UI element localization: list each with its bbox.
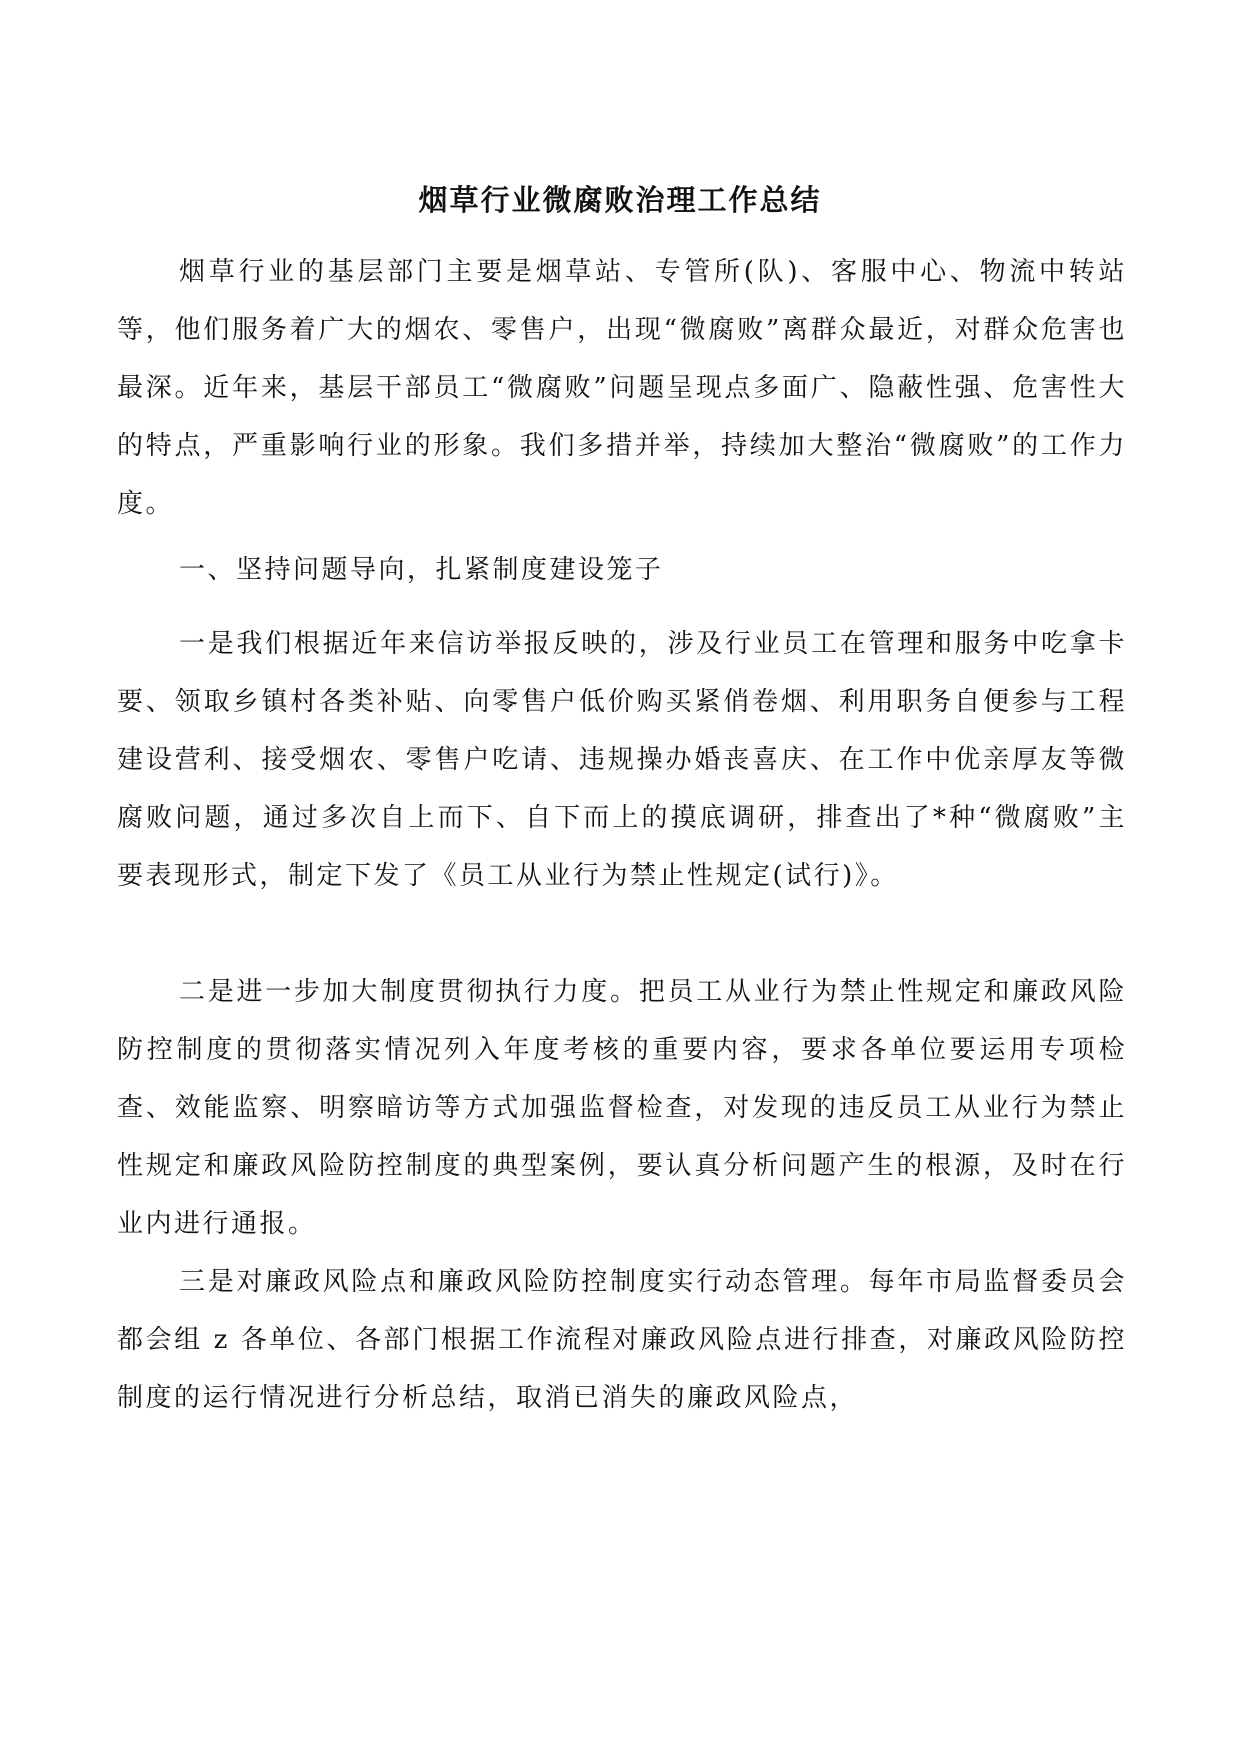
paragraph-point-2: 二是进一步加大制度贯彻执行力度。把员工从业行为禁止性规定和廉政风险防控制度的贯彻落实情况列入年度考核的重要内容，要求各单位要运用专项检查、效能监察、明察暗访等方式加强监督检查，对发现的违反员工从业行为禁止性规定和廉政风险防控制度的典型案例，要认真分析问题产生的根源，及时在行业内进行通报。 [117,977,1127,1239]
paragraph-intro: 烟草行业的基层部门主要是烟草站、专管所(队)、客服中心、物流中转站等，他们服务着广大的烟农、零售户，出现“微腐败”离群众最近，对群众危害也最深。近年来，基层干部员工“微腐败”问题呈现点多面广、隐蔽性强、危害性大的特点，严重影响行业的形象。我们多措并举，持续加大整治“微腐败”的工作力度。 [117,257,1127,519]
paragraph-point-3: 三是对廉政风险点和廉政风险防控制度实行动态管理。每年市局监督委员会都会组 z 各单位、各部门根据工作流程对廉政风险点进行排查，对廉政风险防控制度的运行情况进行分析总结，取消已消失的廉政风险点， [117,1267,1127,1413]
document-title: 烟草行业微腐败治理工作总结 [418,183,822,217]
section-heading-1: 一、坚持问题导向，扎紧制度建设笼子 [179,555,664,585]
paragraph-point-1: 一是我们根据近年来信访举报反映的，涉及行业员工在管理和服务中吃拿卡要、领取乡镇村各类补贴、向零售户低价购买紧俏卷烟、利用职务自便参与工程建设营利、接受烟农、零售户吃请、违规操办婚丧喜庆、在工作中优亲厚友等微腐败问题，通过多次自上而下、自下而上的摸底调研，排查出了*种“微腐败”主要表现形式，制定下发了《员工从业行为禁止性规定(试行)》。 [117,629,1127,891]
